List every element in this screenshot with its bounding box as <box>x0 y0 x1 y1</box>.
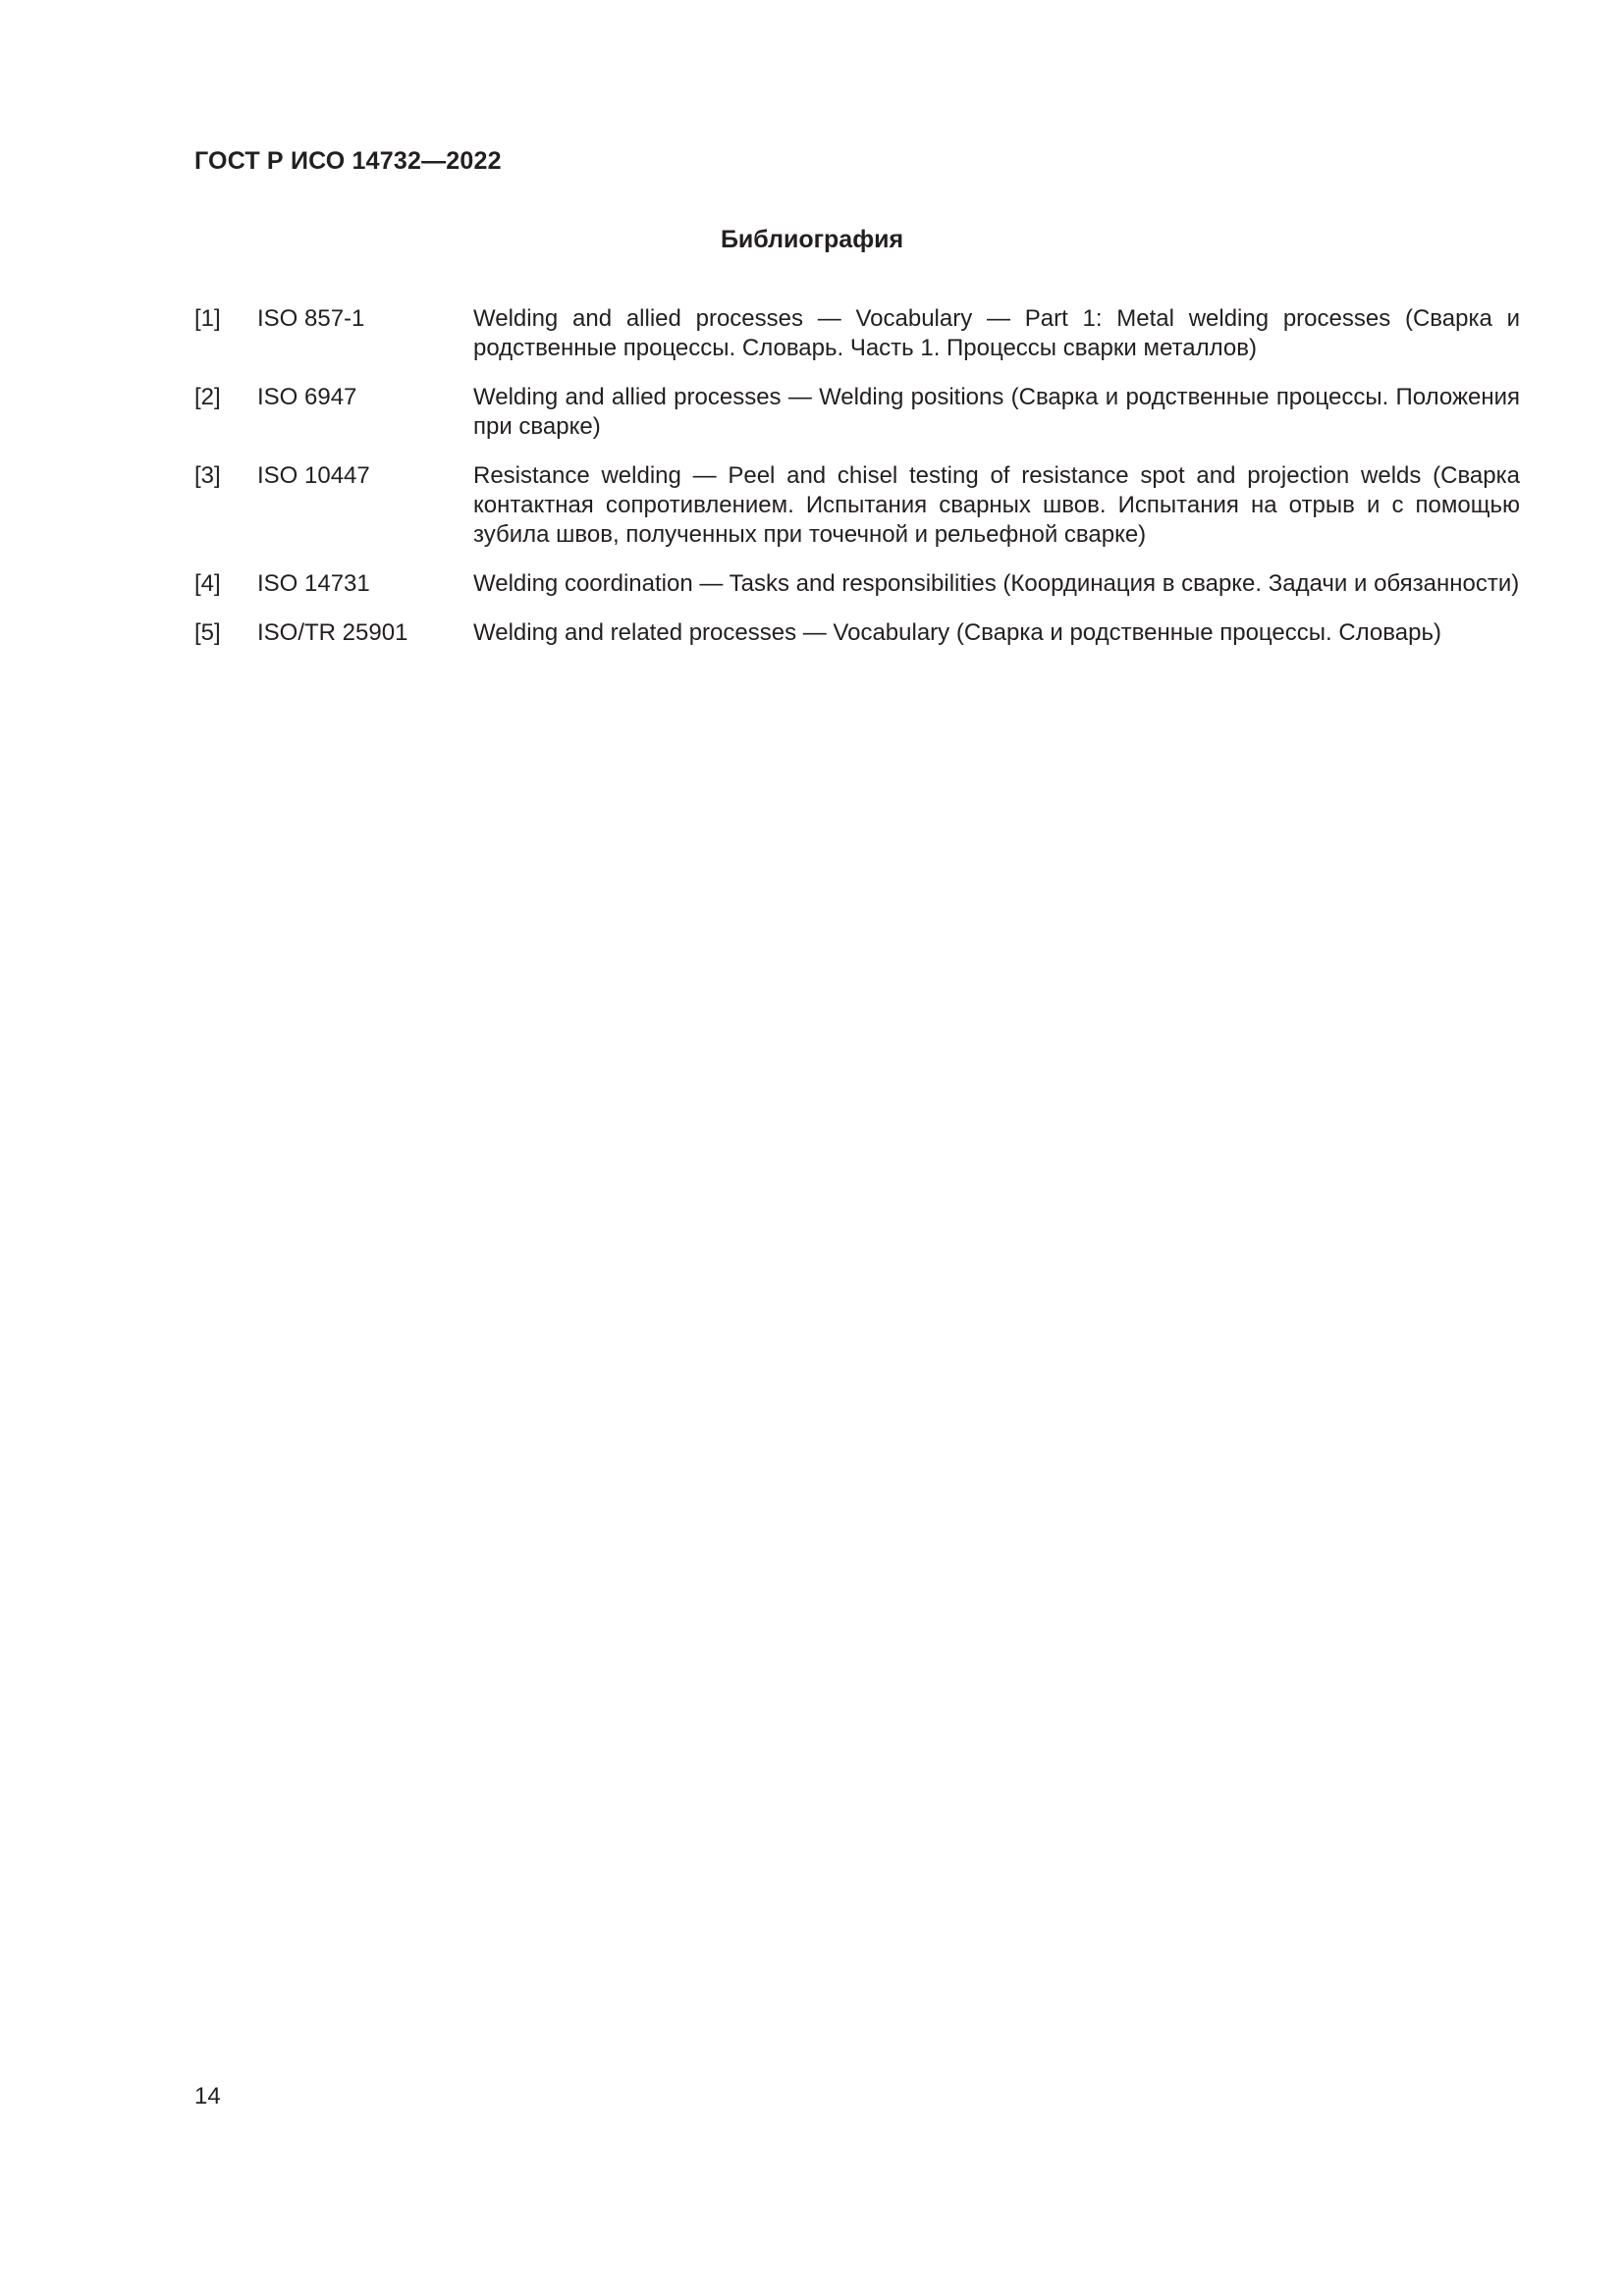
entry-number: [4] <box>194 570 221 597</box>
entry-standard-code: ISO 6947 <box>257 384 357 410</box>
entry-standard-code: ISO 857-1 <box>257 305 365 332</box>
entry-title: Welding coordination — Tasks and responsibilities (Координация в сварке. Задачи и обязанности) <box>473 570 1520 597</box>
entry-number: [2] <box>194 384 221 410</box>
bibliography-entry-4 <box>194 569 1520 599</box>
standard-code-header: ГОСТ Р ИСО 14732—2022 <box>194 147 502 175</box>
page-number: 14 <box>194 2083 221 2109</box>
entry-standard-code: ISO 14731 <box>257 570 370 597</box>
entry-number: [1] <box>194 305 221 332</box>
entry-title: Welding and allied processes — Vocabulary — Part 1: Metal welding processes (Сварка и родственные процессы. Словарь. Часть 1. Процессы сварки металлов) <box>473 305 1520 361</box>
entry-title: Resistance welding — Peel and chisel testing of resistance spot and projection welds (Сварка контактная сопротивлением. Испытания сварных швов. Испытания на отрыв и с помощью зубила швов, полученных при точечной и рельефной сварке) <box>473 462 1520 548</box>
bibliography-title: Библиография <box>720 226 904 253</box>
entry-title: Welding and related processes — Vocabulary (Сварка и родственные процессы. Словарь) <box>473 619 1441 646</box>
entry-standard-code: ISO/TR 25901 <box>257 619 408 646</box>
bibliography-entry-3 <box>194 461 1520 550</box>
entry-number: [5] <box>194 619 221 646</box>
bibliography-entry-1 <box>194 304 1520 363</box>
bibliography-entry-5 <box>194 618 1520 648</box>
entry-standard-code: ISO 10447 <box>257 462 370 489</box>
bibliography-list <box>194 304 1520 667</box>
entry-number: [3] <box>194 462 221 489</box>
bibliography-entry-2 <box>194 383 1520 442</box>
entry-title: Welding and allied processes — Welding positions (Сварка и родственные процессы. Положения при сварке) <box>473 384 1520 440</box>
